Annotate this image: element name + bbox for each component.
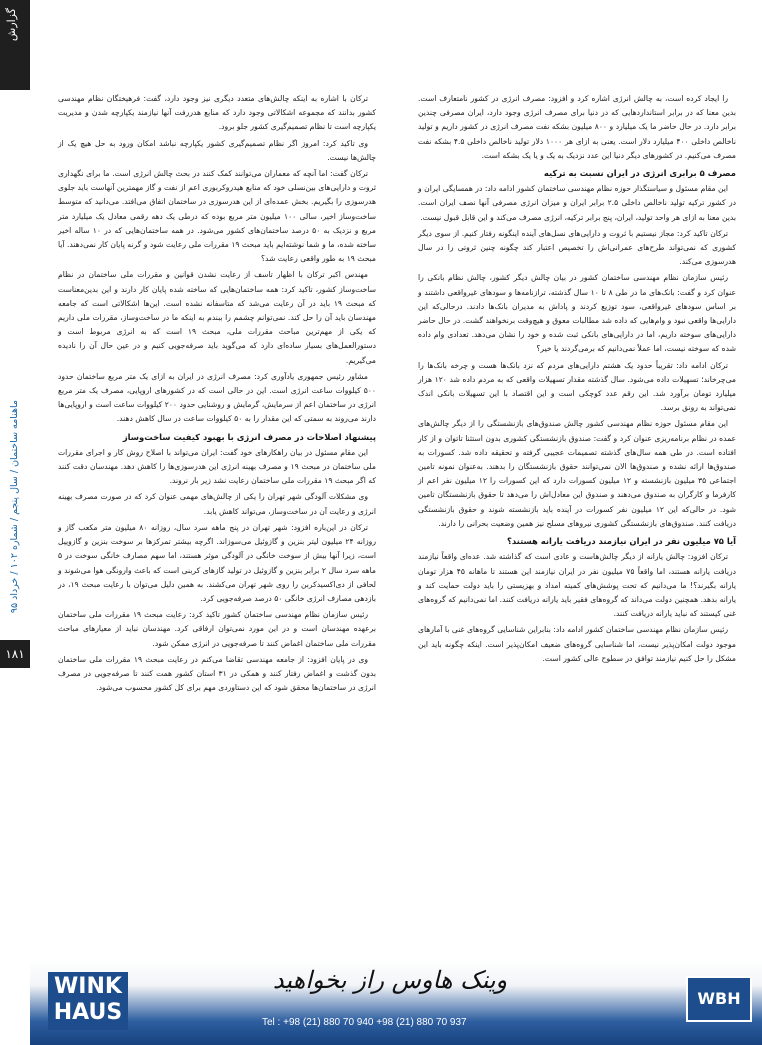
paragraph: وی مشکلات آلودگی شهر تهران را یکی از چالش‌های مهمی عنوان کرد که در صورت مصرف بهینه انرژی و رعایت آن در ساخت‌وساز، می‌تواند کاهش یابد. — [58, 492, 376, 516]
paragraph: ترکان تاکید کرد: مجاز نیستیم با ثروت و دارایی‌های نسل‌های آینده اینگونه رفتار کنیم. از سوی دیگر کشوری که نمی‌تواند طرح‌های عمرانی‌اش را تخصیص اعتبار کند چگونه چنین ثروتی را در سال هدرسوزی می‌کند. — [418, 228, 736, 267]
advertisement-footer — [30, 960, 762, 1045]
logo-line: HAUS — [53, 1000, 123, 1025]
paragraph: را ایجاد کرده است، به چالش انرژی اشاره کرد و افزود: مصرف انرژی در کشور نامتعارف است. بدین معنا که در برابر استانداردهایی که در دنیا برای مصرف انرژی وجود دارد، ایران مصرفی چندین برابر دارد. در حال حاضر ما یک میلیارد و ۸۰۰ میلیون بشکه نفت مصرف انرژی در کشور داریم و تولید ناخالص داخلی ۴۰۰ میلیارد دلار است. یعنی به ازای هر ۱۰۰۰ دلار تولید ناخالص داخلی ۴.۵ بشکه نفت مصرف می‌کنیم. در کشورهای دیگر دنیا این عدد نزدیک به یک و یا یک بشکه است. — [418, 94, 736, 160]
paragraph: این مقام مسئول و سیاستگذار حوزه نظام مهندسی ساختمان کشور ادامه داد: در همسایگی ایران و در کشور ترکیه تولید ناخالص داخلی ۲.۵ برابر ایران و میزان انرژی مصرفی آنها نصف ایران است. بدین معنا به ازای هر واحد تولید، ایران، پنج برابر ترکیه، انرژی مصرف می‌کند و این قابل قبول نیست. — [418, 184, 736, 222]
section-tab — [0, 0, 30, 90]
paragraph: این مقام مسئول حوزه نظام مهندسی کشور چالش صندوق‌های بازنشستگی را از دیگر چالش‌های عمده در نظام برنامه‌ریزی عنوان کرد و گفت: صندوق بازنشستگی کشوری بدون استثنا تاتوان و از کار افتاده است. در طی همه سال‌های گذشته تصمیمات عجیبی گرفته و تحقیقه داده شد. کسورات به صندوق‌ها ارائه نشده و صندوق‌ها الان نمی‌توانند حقوق بازنشستگان را بدهند. به‌عنوان نمونه تامین اجتماعی ۳۵ میلیون بازنشسته و ۱۲ میلیون کسورات دارد که این کسورات را ۱۲ میلیون نفر اعم از کارفرما و کارگران به صندوق می‌دهند و صندوق این معادل‌اش را می‌دهد تا حقوق بازنشستگان تامین شود. در حالی‌که این ۱۲ میلیون نفر کسورات در آینده باید بازنشسته شوند و حقوق بازنشستگی دریافت کنند. صندوق‌های بازنشستگی کشوری نیروهای مسلح نیز همین وضعیت بحرانی را دارند. — [418, 419, 736, 528]
phone-numbers: Tel : +98 (21) 880 70 940 +98 (21) 880 70 937 — [262, 1017, 467, 1028]
subheading: پیشنهاد اصلاحات در مصرف انرژی با بهبود کیفیت ساخت‌وساز — [122, 431, 376, 442]
paragraph: رئیس سازمان نظام مهندسی ساختمان کشور ادامه داد: بنابراین شناسایی گروه‌های غنی با آمارهای موجود دولت امکان‌پذیر نیست، اما شناسایی گروه‌های ضعیف امکان‌پذیر است. اینکه چگونه باید این مشکل را حل کنیم نیازمند توافق در سطوح عالی کشور است. — [418, 625, 736, 663]
paragraph: وی در پایان افزود: از جامعه مهندسی تقاضا می‌کنم در رعایت مبحث ۱۹ مقررات ملی ساختمان بدون گذشت و اغماض رفتار کنند و همکی در ۳۱ استان کشور همت کنند تا صرفه‌جویی در مصرف انرژی در ساختمان‌ها محقق شود که این دستاوردی مهم برای کل کشور محسوب می‌شود. — [58, 654, 376, 693]
subheading: مصرف ۵ برابری انرژی در ایران نسبت به ترکیه — [543, 168, 736, 179]
paragraph: وی تاکید کرد: امروز اگر نظام تصمیم‌گیری کشور یکپارچه نباشد امکان ورود به حل هیچ یک از چالش‌ها نیست. — [58, 138, 376, 162]
paragraph: رئیس سازمان نظام مهندسی ساختمان کشور در بیان چالش دیگر کشور، چالش نظام بانکی را عنوان کرد و گفت: بانک‌های ما در طی ۸ تا ۱۰ سال گذشته، ترازنامه‌ها و سودهای غیرواقعی داشتند و بر اساس سودهای غیرواقعی، سود توزیع کردند و پاداش به مدیران بانک‌ها دادند. درحالی‌که این دارایی‌ها واقعی نبود و وام‌هایی که داده شد مطالبات معوق و هیچ‌وقت برنخواهند گشت. در حال حاضر دارایی‌های سوخته داریم، اما در دارایی‌های بانکی ثبت شده و خود را نشان می‌دهد. تعدادی وام داده شده که سوخته نیست، اما عملاً نمی‌دانیم که برمی‌گردند یا خیر؟ — [418, 273, 736, 354]
page-number: ۱۸۱ — [0, 640, 30, 668]
paragraph: ترکان گفت: اما آنچه که معماران می‌توانند کمک کنند در بحث چالش انرژی است. ما برای نگهداری ثروت و دارایی‌های بین‌نسلی خود که منابع هیدروکربوری اعم از نفت و گاز مهمترین آنهاست باید جلوی هدرسوزی را بگیریم. بخش عمده‌ای از این هدرسوزی در ساختمان اتفاق می‌افتد. می‌دانید که متوسط ساخت‌وساز اخیر، سالی ۱۰۰ میلیون متر مربع بوده که درطی یک دهه رقمی معادل یک میلیارد متر مربع و نزدیک به ۵۰ درصد ساختمان‌های کشور می‌شود. در همه ساختمان‌هایی که در ۱۰ ساله اخیر ساخته شده، ما و شما نوشته‌ایم باید مبحث ۱۹ مقررات ملی رعایت شود و گرنه پایان کار نمی‌دهند. آیا مبحث ۱۹ به طور واقعی رعایت شد؟ — [58, 169, 377, 264]
wbh-logo: WBH — [686, 976, 752, 1022]
paragraph: مهندس اکبر ترکان با اظهار تاسف از رعایت نشدن قوانین و مقررات ملی ساختمان در نظام ساخت‌وساز کشور، تاکید کرد: همه ساختمان‌هایی که ساخته شده پایان کار دارند و این بدین‌معناست که مبحث ۱۹ باید در آن رعایت می‌شد که متاسفانه نشده است. این‌ها اشکالاتی است که جامعه مهندسان باید آن را حل کند. نمی‌توانم چشمم را ببندم به اینکه ما در ساخت‌وساز، مقررات ملی داریم که یکی از مهم‌ترین مباحث مقررات ملی، مبحث ۱۹ است که به انرژی مربوط است و دستورالعمل‌های بسیار ساده‌ای دارد که می‌گوید باید صرفه‌جویی کنیم و در عین حال آن را نادیده می‌گیریم. — [58, 270, 376, 365]
page-sidebar — [0, 0, 30, 1045]
article-column-left — [58, 92, 376, 697]
logo-line: WINK — [54, 974, 122, 999]
winkhaus-logo — [48, 972, 128, 1030]
article-column-right — [418, 92, 736, 668]
paragraph: ترکان در این‌باره افزود: شهر تهران در پنج ماهه سرد سال، روزانه ۸۰ میلیون متر مکعب گاز و روزانه ۲۴ میلیون لیتر بنزین و گازوئیل می‌سوزاند. اگرچه بیشتر تمرکزها بر سوخت بنزین و گازوییل است، زیرا آنها بیش از سوخت خانگی در آلودگی موثر هستند، اما سهم مصارف خانگی سوخت در ۵ ماهه سرد سال ۲ برابر بنزین و گازوئیل در تولید گازهای کربنی است که باعث وارونگی هوا می‌شوند و لحافی از دی‌اکسید‌کربن را روی شهر تهران می‌کشند. به همین دلیل می‌توان با رعایت مبحث ۱۹، در بازدهی مصارف انرژی خانگی ۵۰ درصد صرفه‌جویی کرد. — [58, 522, 377, 603]
subheading: آیا ۷۵ میلیون نفر در ایران نیازمند دریافت یارانه هستند؟ — [506, 536, 736, 547]
paragraph: رئیس سازمان نظام مهندسی ساختمان کشور تاکید کرد: رعایت مبحث ۱۹ مقررات ملی ساختمان برعهده مهندسان است و در این مورد نمی‌توان ارفاقی کرد. مهندسان نباید از معیارهای مباحث مقررات ملی ساختمان اغماض کنند تا صرفه‌جویی در انرژی ممکن شود. — [58, 610, 376, 648]
paragraph: مشاور رئیس جمهوری یادآوری کرد: مصرف انرژی در ایران به ازای یک متر مربع ساختمان حدود ۵۰۰ کیلووات ساعت انرژی است. این در حالی است که در کشورهای اروپایی، مصرف یک متر مربع انرژی در ساختمان اعم از سرمایش، گرمایش و روشنایی حدود ۲۰۰ کیلووات ساعت است و اروپایی‌ها دارند می‌روند به سمتی که این مقدار را به ۵۰ کیلووات ساعت در سال کاهش دهند. — [58, 371, 376, 424]
paragraph: این مقام مسئول در بیان راهکارهای خود گفت: ایران می‌تواند با اصلاح روش کار و اجرای مقررات ملی ساختمان در مبحث ۱۹ و مصرف بهینه انرژی این هدرسوزی‌ها را کاهش دهد. مهندسان دقت کنند که اگر مبحث ۱۹ مقررات ملی ساختمان رعایت نشد زیر بار نروند. — [58, 447, 376, 486]
paragraph: ترکان افزود: چالش یارانه از دیگر چالش‌هاست و عادی است که گذاشته شد. عده‌ای واقعاً نیازمند دریافت یارانه هستند، اما واقعاً ۷۵ میلیون نفر در ایران نیازمند این هستند تا ماهانه ۴۵ هزار تومان یارانه بگیرند؟! ما می‌دانیم که تحت پوشش‌های کمیته امداد و بهزیستی را باید دولت حمایت کند و یارانه بدهد. همچنین دولت می‌داند که گروه‌های فقیر باید یارانه دریافت کنند. اما نمی‌دانیم که گروه‌های غنی کیستند که نباید یارانه دریافت کنند. — [418, 552, 736, 619]
section-label: گزارش — [5, 8, 18, 42]
paragraph: ترکان با اشاره به اینکه چالش‌های متعدد دیگری نیز وجود دارد، گفت: فرهیختگان نظام مهندسی کشور بدانند که مجموعه اشکالاتی وجود دارد که منابع هدررفت آنها نیازمند یکپارچه شدن و مدیریت یکپارچه است تا نظام تصمیم‌گیری کشور جلو برود. — [58, 94, 376, 132]
issue-info: ماهنامه ساختمان / سال پنجم / شماره ۱۰۲ / خرداد ۹۵ — [9, 400, 20, 614]
ad-slogan: وینک هاوس راز بخواهید — [272, 966, 508, 994]
paragraph: ترکان ادامه داد: تقریباً حدود یک هشتم دارایی‌های مردم که نزد بانک‌ها هست و چرخه بانک‌ها را می‌چرخاند؛ تسهیلات داده می‌شود. سال گذشته مقدار تسهیلات واقعی که به مردم داده شد ۱۲۰ هزار میلیارد تومان برآورد شد. این رقم عدد کوچکی است و این اقتصاد با این تسهیلات بانکی اندک نمی‌تواند به رونق برسد. — [418, 360, 736, 413]
